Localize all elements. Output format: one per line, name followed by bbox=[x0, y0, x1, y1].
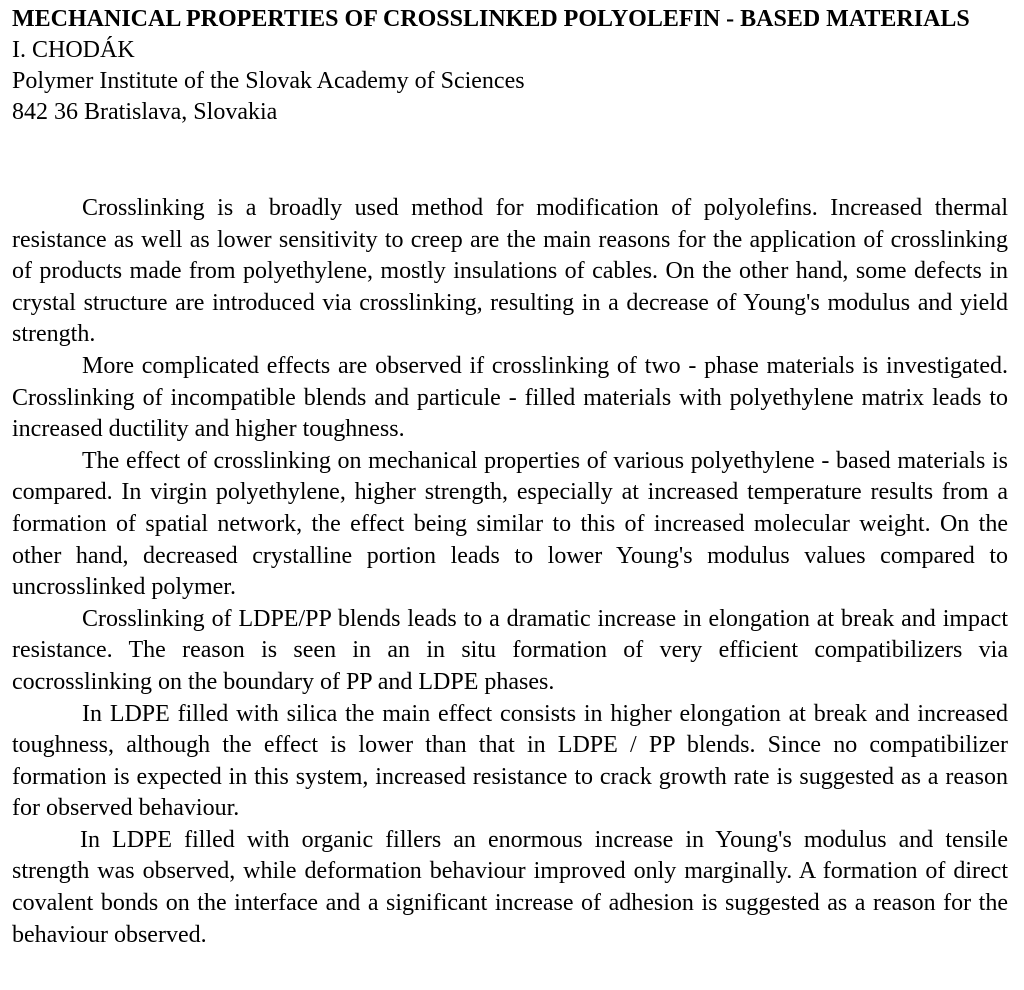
paragraph-1: Crosslinking is a broadly used method for modification of polyolefins. Increased thermal resistance as well as lower sensitivity to creep are the main reasons for the application of crosslinking of products made from polyethylene, mostly insulations of cables. On the other hand, some defects in crystal structure are introduced via crosslinking, resulting in a decrease of Young's modulus and yield strength. bbox=[12, 195, 1008, 348]
author-name: I. CHODÁK bbox=[12, 37, 135, 63]
paragraph-5: In LDPE filled with silica the main effect consists in higher elongation at break and increased toughness, although the effect is lower than that in LDPE / PP blends. Since no compatibilizer formation is expected in this system, increased resistance to crack growth rate is suggested as a reason for observed behaviour. bbox=[12, 700, 1008, 822]
author-address: 842 36 Bratislava, Slovakia bbox=[12, 99, 278, 125]
paragraph-4: Crosslinking of LDPE/PP blends leads to a dramatic increase in elongation at break and impact resistance. The reason is seen in an in situ formation of very efficient compatibilizers via cocrosslinking on the boundary of PP and LDPE phases. bbox=[12, 605, 1008, 695]
document-page bbox=[12, 4, 1008, 951]
paragraph-2: More complicated effects are observed if crosslinking of two - phase materials is investigated. Crosslinking of incompatible blends and particule - filled materials with polyethylene matrix leads to increased ductility and higher toughness. bbox=[12, 352, 1008, 443]
paper-title: MECHANICAL PROPERTIES OF CROSSLINKED POLYOLEFIN - BASED MATERIALS bbox=[12, 6, 970, 32]
author-affiliation: Polymer Institute of the Slovak Academy of Sciences bbox=[12, 68, 525, 94]
abstract-body bbox=[12, 193, 1008, 951]
paragraph-3: The effect of crosslinking on mechanical properties of various polyethylene - based materials is compared. In virgin polyethylene, higher strength, especially at increased temperature results from a formation of spatial network, the effect being similar to this of increased molecular weight. On the other hand, decreased crystalline portion leads to lower Young's modulus values compared to uncrosslinked polymer. bbox=[12, 447, 1008, 601]
paragraph-6: In LDPE filled with organic fillers an enormous increase in Young's modulus and tensile strength was observed, while deformation behaviour improved only marginally. A formation of direct covalent bonds on the interface and a significant increase of adhesion is suggested as a reason for the behaviour observed. bbox=[12, 826, 1008, 948]
